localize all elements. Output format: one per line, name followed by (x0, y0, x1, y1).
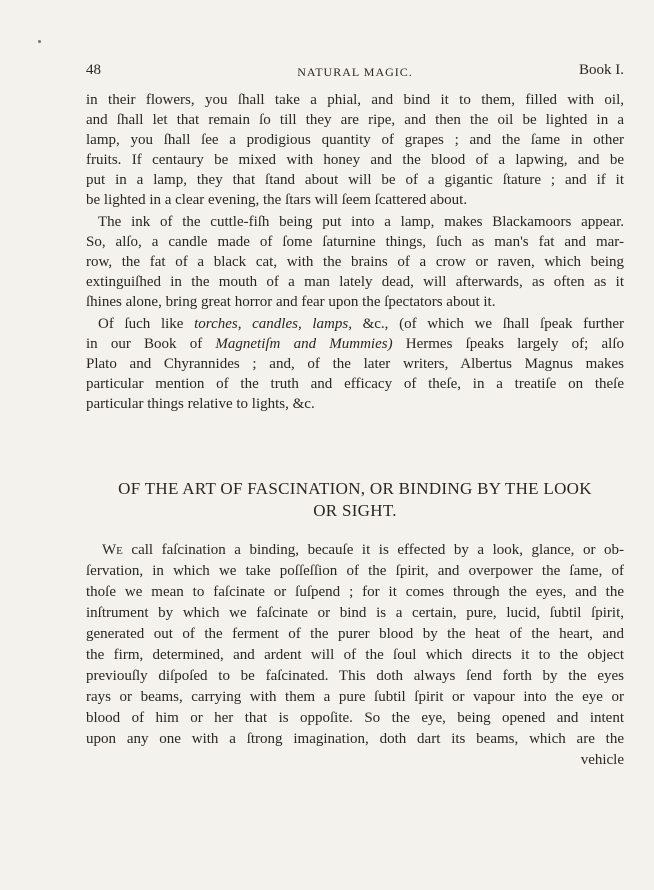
text-line: extinguiſhed in the mouth of a man lately dead, will afterwards, as often as it (86, 274, 624, 291)
text-run: Hermes ſpeaks largely of; alſo (392, 336, 625, 353)
paragraph-grapes (86, 90, 624, 211)
text-line: the firm, determined, and ardent will of the ſoul which directs it to the object (86, 647, 624, 663)
italic-run: Magnetiſm and Mummies) (215, 336, 393, 353)
text-line: blood of him or her that is oppoſite. So the eye, being opened and intent (86, 710, 624, 726)
paragraph-torches (86, 314, 624, 414)
text-line: row, the fat of a black cat, with the brains of a crow or raven, which being (86, 254, 624, 271)
text-line: Plato and Chyrannides ; and, of the later writers, Albertus Magnus makes (86, 356, 624, 373)
text-line: generated out of the ferment of the purer blood by the heat of the heart, and (86, 626, 624, 642)
text-line: rays or beams, carrying with them a pure ſubtil ſpirit or vapour into the eye or (86, 689, 624, 705)
text-run: call faſcination a binding, becauſe it is effected by a look, glance, or ob- (122, 542, 624, 558)
text-run: &c., (of which we ſhall ſpeak further (351, 316, 624, 332)
text-line: particular things relative to lights, &c. (86, 396, 315, 413)
text-run: Of ſuch like (98, 316, 195, 332)
text-line: particular mention of the truth and efficacy of theſe, in a treatiſe on theſe (86, 376, 624, 393)
text-line: inſtrument by which we faſcinate or bind is a certain, pure, lucid, ſubtil ſpirit, (86, 605, 624, 621)
text-line: be lighted in a clear evening, the ſtars will ſeem ſcattered about. (86, 192, 468, 209)
paragraph-cuttle-fish (86, 212, 624, 312)
text-line: upon any one with a ſtrong imagination, doth dart its beams, which are the (86, 731, 624, 747)
text-line: fruits. If centaury be mixed with honey and the blood of a lapwing, and be (86, 152, 624, 169)
section-title-line: OR SIGHT. (313, 501, 397, 520)
page-speck (38, 40, 41, 43)
text-line: ſhines alone, bring great horror and fear upon the ſpectators about it. (86, 294, 496, 311)
text-line: in their flowers, you ſhall take a phial, and bind it to them, filled with oil, (86, 92, 624, 108)
text-line (86, 314, 624, 334)
text-line: The ink of the cuttle-fiſh being put into a lamp, makes Blackamoors appear. (98, 214, 624, 230)
running-header (86, 62, 624, 82)
text-line (86, 334, 624, 354)
paragraph-fascination (86, 540, 624, 771)
text-line: ſervation, in which we take poſſeſſion of the ſpirit, and overpower the ſame, of (86, 563, 624, 579)
running-title: NATURAL MAGIC. (297, 65, 413, 79)
book-label: Book I. (579, 62, 624, 78)
text-line: lamp, you ſhall ſee a prodigious quantity of grapes ; and the ſame in other (86, 132, 624, 149)
text-line: So, alſo, a candle made of ſome ſaturnine things, ſuch as man's fat and mar- (86, 234, 624, 251)
section-title-line: OF THE ART OF FASCINATION, OR BINDING BY THE LOOK (118, 479, 592, 498)
italic-run: torches, candles, lamps, (194, 316, 352, 332)
text-line: put in a lamp, they that ſtand about will be of a gigantic ſtature ; and if it (86, 172, 624, 189)
initial-word: We (102, 542, 123, 558)
section-title (86, 478, 624, 522)
text-line: and ſhall let that remain ſo till they are ripe, and then the oil be lighted in a (86, 112, 624, 129)
catchword: vehicle (580, 752, 624, 768)
text-run: in our Book of (86, 336, 216, 353)
text-line: thoſe we mean to faſcinate or ſuſpend ; for it comes through the eyes, and the (86, 584, 624, 600)
text-line: previouſly diſpoſed to be faſcinated. This doth always ſend forth by the eyes (86, 668, 624, 684)
text-line (86, 540, 624, 561)
page-number: 48 (86, 62, 101, 78)
